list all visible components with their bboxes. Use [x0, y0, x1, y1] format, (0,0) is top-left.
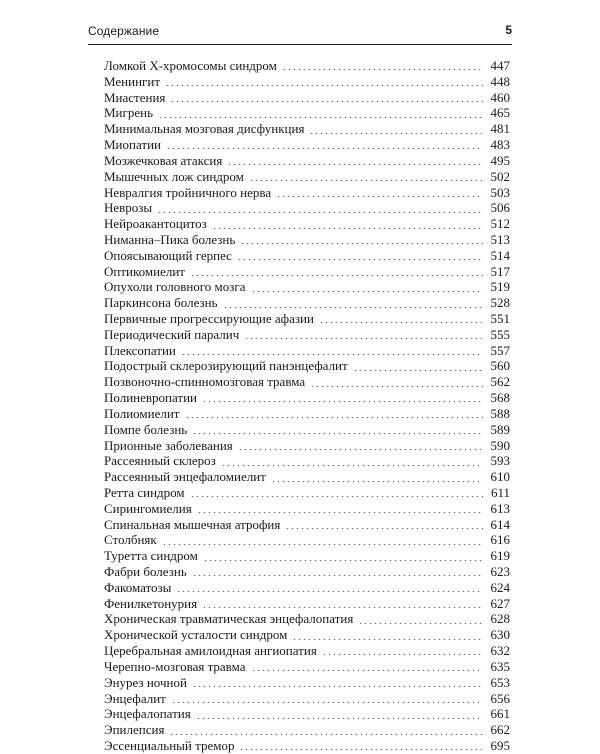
- toc-entry: [104, 390, 510, 406]
- toc-entry-page: 656: [490, 690, 510, 706]
- dot-leader: [165, 85, 483, 86]
- toc-entry: [104, 722, 510, 738]
- toc-entry-page: 557: [490, 342, 510, 358]
- toc-entry-title: Туретта синдром: [104, 548, 198, 564]
- toc-entry-title: Опухоли головного мозга: [104, 279, 246, 295]
- dot-leader: [171, 702, 483, 703]
- toc-entry-page: 502: [490, 168, 510, 184]
- dot-leader: [166, 148, 483, 149]
- toc-entry: [104, 358, 510, 374]
- toc-entry: [104, 169, 510, 185]
- toc-entry-title: Хронической усталости синдром: [104, 627, 288, 643]
- dot-leader: [203, 560, 483, 561]
- toc-entry-title: Факоматозы: [104, 579, 172, 595]
- toc-entry-title: Позвоночно-спинномозговая травма: [104, 374, 306, 390]
- toc-entry-page: 517: [490, 263, 510, 279]
- toc-entry-page: 555: [490, 326, 510, 342]
- toc-entry: [104, 611, 510, 627]
- toc-entry-page: 593: [490, 453, 510, 469]
- toc-entry-page: 447: [490, 58, 510, 73]
- toc-entry: [104, 501, 510, 517]
- toc-entry-title: Минимальная мозговая дисфункция: [104, 121, 305, 137]
- toc-entry: [104, 343, 510, 359]
- dot-leader: [251, 291, 483, 292]
- dot-leader: [309, 133, 483, 134]
- dot-leader: [237, 259, 483, 260]
- toc-entry-page: 589: [490, 421, 510, 437]
- toc-entry: [104, 564, 510, 580]
- toc-entry-title: Мигрень: [104, 105, 154, 121]
- toc-entry-page: 503: [490, 184, 510, 200]
- toc-entry-title: Энурез ночной: [104, 674, 187, 690]
- toc-entry-title: Фабри болезнь: [104, 564, 187, 579]
- toc-entry-title: Периодический паралич: [104, 326, 240, 342]
- toc-entry-title: Плексопатии: [104, 342, 176, 358]
- dot-leader: [158, 117, 483, 118]
- toc-entry-page: 483: [490, 137, 510, 153]
- toc-entry-page: 562: [490, 374, 510, 390]
- toc-entry-page: 653: [490, 674, 510, 690]
- toc-entry-page: 514: [490, 247, 510, 263]
- dot-leader: [310, 386, 483, 387]
- dot-leader: [292, 639, 483, 640]
- dot-leader: [202, 401, 483, 402]
- dot-leader: [358, 623, 483, 624]
- toc-entry: [104, 453, 510, 469]
- toc-entry: [104, 627, 510, 643]
- dot-leader: [157, 212, 483, 213]
- dot-leader: [276, 196, 483, 197]
- toc-entry-title: Первичные прогрессирующие афазии: [104, 311, 314, 326]
- dot-leader: [192, 575, 483, 576]
- section-title: Содержание: [88, 24, 160, 38]
- toc-entry-title: Фенилкетонурия: [104, 595, 198, 611]
- toc-entry: [104, 121, 510, 137]
- toc-entry-title: Эпилепсия: [104, 722, 165, 738]
- toc-entry: [104, 279, 510, 295]
- toc-entry-title: Энцефалит: [104, 690, 166, 706]
- toc-entry-title: Полиневропатии: [104, 390, 198, 406]
- toc-entry-title: Ломкой Х-хромосомы синдром: [104, 58, 277, 73]
- toc-entry-title: Ретта синдром: [104, 484, 185, 500]
- toc-entry: [104, 706, 510, 722]
- toc-entry-page: 481: [490, 121, 510, 137]
- toc-entry-page: 623: [490, 564, 510, 579]
- toc-entry: [104, 485, 510, 501]
- dot-leader: [176, 591, 483, 592]
- toc-entry-page: 551: [490, 311, 510, 326]
- toc-entry-title: Миопатии: [104, 137, 162, 153]
- toc-entry-title: Мозжечковая атаксия: [104, 152, 223, 168]
- toc-entry-page: 590: [490, 437, 510, 453]
- toc-entry-title: Рассеянный энцефаломиелит: [104, 469, 266, 485]
- toc-entry-page: 632: [490, 643, 510, 659]
- dot-leader: [353, 370, 483, 371]
- dot-leader: [170, 101, 483, 102]
- toc-entry-title: Менингит: [104, 73, 160, 89]
- toc-entry-title: Подострый склерозирующий панэнцефалит: [104, 358, 348, 374]
- dot-leader: [181, 354, 483, 355]
- toc-entry: [104, 422, 510, 438]
- table-of-contents: [104, 58, 510, 754]
- toc-entry: [104, 264, 510, 280]
- dot-leader: [185, 417, 484, 418]
- toc-entry: [104, 295, 510, 311]
- toc-entry-title: Оптикомиелит: [104, 263, 185, 279]
- toc-entry-page: 465: [490, 105, 510, 121]
- toc-entry-title: Неврозы: [104, 200, 153, 216]
- dot-leader: [238, 449, 483, 450]
- toc-entry-page: 628: [490, 611, 510, 627]
- toc-entry: [104, 232, 510, 248]
- toc-entry-page: 619: [490, 548, 510, 564]
- dot-leader: [212, 228, 483, 229]
- toc-entry: [104, 469, 510, 485]
- toc-entry-title: Рассеянный склероз: [104, 453, 216, 469]
- toc-entry-page: 610: [490, 469, 510, 485]
- toc-entry-title: Опоясывающий герпес: [104, 247, 232, 263]
- toc-entry: [104, 311, 510, 327]
- toc-entry-title: Паркинсона болезнь: [104, 295, 218, 311]
- toc-entry-page: 695: [490, 737, 510, 753]
- toc-entry: [104, 90, 510, 106]
- dot-leader: [322, 654, 483, 655]
- toc-entry-page: 630: [490, 627, 510, 643]
- toc-entry: [104, 58, 510, 74]
- toc-entry-title: Прионные заболевания: [104, 437, 233, 453]
- dot-leader: [249, 180, 483, 181]
- page-number: 5: [505, 23, 512, 37]
- toc-entry-page: 512: [490, 216, 510, 232]
- toc-entry-page: 614: [490, 516, 510, 532]
- toc-entry: [104, 659, 510, 675]
- toc-entry-title: Помпе болезнь: [104, 421, 188, 437]
- toc-entry-page: 588: [490, 405, 510, 421]
- toc-entry-title: Ниманна–Пика болезнь: [104, 231, 236, 247]
- toc-entry: [104, 738, 510, 754]
- toc-entry-title: Церебральная амилоидная ангиопатия: [104, 643, 317, 659]
- toc-entry-title: Сирингомиелия: [104, 500, 192, 516]
- toc-entry-page: 513: [490, 231, 510, 247]
- toc-entry: [104, 216, 510, 232]
- toc-entry-title: Миастения: [104, 89, 166, 105]
- toc-entry: [104, 438, 510, 454]
- toc-entry-title: Мышечных лож синдром: [104, 168, 244, 184]
- dot-leader: [251, 670, 483, 671]
- dot-leader: [244, 338, 483, 339]
- toc-entry-page: 661: [490, 706, 510, 722]
- toc-entry-page: 624: [490, 579, 510, 595]
- dot-leader: [196, 718, 483, 719]
- toc-entry-page: 613: [490, 500, 510, 516]
- toc-entry: [104, 406, 510, 422]
- dot-leader: [197, 512, 483, 513]
- dot-leader: [202, 607, 483, 608]
- toc-entry-page: 616: [490, 532, 510, 548]
- toc-entry-page: 611: [490, 484, 510, 500]
- toc-entry-title: Энцефалопатия: [104, 706, 191, 722]
- toc-entry-page: 495: [490, 152, 510, 168]
- dot-leader: [227, 164, 483, 165]
- toc-entry: [104, 675, 510, 691]
- toc-entry-title: Эссенциальный тремор: [104, 737, 235, 753]
- toc-entry-page: 568: [490, 390, 510, 406]
- dot-leader: [221, 465, 483, 466]
- dot-leader: [190, 275, 483, 276]
- dot-leader: [271, 481, 483, 482]
- toc-entry-page: 519: [490, 279, 510, 295]
- toc-entry-page: 528: [490, 295, 510, 311]
- dot-leader: [240, 243, 483, 244]
- dot-leader: [162, 544, 483, 545]
- toc-entry: [104, 580, 510, 596]
- toc-entry: [104, 185, 510, 201]
- toc-entry-page: 506: [490, 200, 510, 216]
- toc-entry: [104, 327, 510, 343]
- dot-leader: [282, 69, 483, 70]
- toc-entry: [104, 548, 510, 564]
- toc-entry: [104, 153, 510, 169]
- toc-entry: [104, 643, 510, 659]
- toc-entry: [104, 105, 510, 121]
- dot-leader: [285, 528, 483, 529]
- toc-entry: [104, 691, 510, 707]
- toc-entry-page: 635: [490, 658, 510, 674]
- toc-entry-page: 662: [490, 722, 510, 738]
- toc-entry: [104, 517, 510, 533]
- dot-leader: [223, 307, 483, 308]
- toc-entry: [104, 532, 510, 548]
- toc-entry-title: Спинальная мышечная атрофия: [104, 516, 281, 532]
- toc-entry: [104, 596, 510, 612]
- toc-entry-title: Черепно-мозговая травма: [104, 658, 246, 674]
- running-header: [88, 18, 512, 45]
- toc-entry-page: 460: [490, 89, 510, 105]
- toc-entry: [104, 74, 510, 90]
- toc-entry: [104, 200, 510, 216]
- dot-leader: [319, 322, 483, 323]
- toc-entry-title: Полиомиелит: [104, 405, 180, 421]
- toc-entry-title: Хроническая травматическая энцефалопатия: [104, 611, 354, 627]
- dot-leader: [190, 496, 483, 497]
- toc-entry-title: Нейроакантоцитоз: [104, 216, 207, 232]
- dot-leader: [192, 433, 483, 434]
- dot-leader: [192, 686, 483, 687]
- toc-entry-title: Столбняк: [104, 532, 157, 548]
- toc-entry: [104, 137, 510, 153]
- toc-entry: [104, 248, 510, 264]
- toc-entry-title: Невралгия тройничного нерва: [104, 184, 272, 200]
- toc-entry-page: 560: [490, 358, 510, 374]
- toc-entry: [104, 374, 510, 390]
- toc-entry-page: 448: [490, 73, 510, 89]
- toc-entry-page: 627: [490, 595, 510, 611]
- dot-leader: [169, 734, 483, 735]
